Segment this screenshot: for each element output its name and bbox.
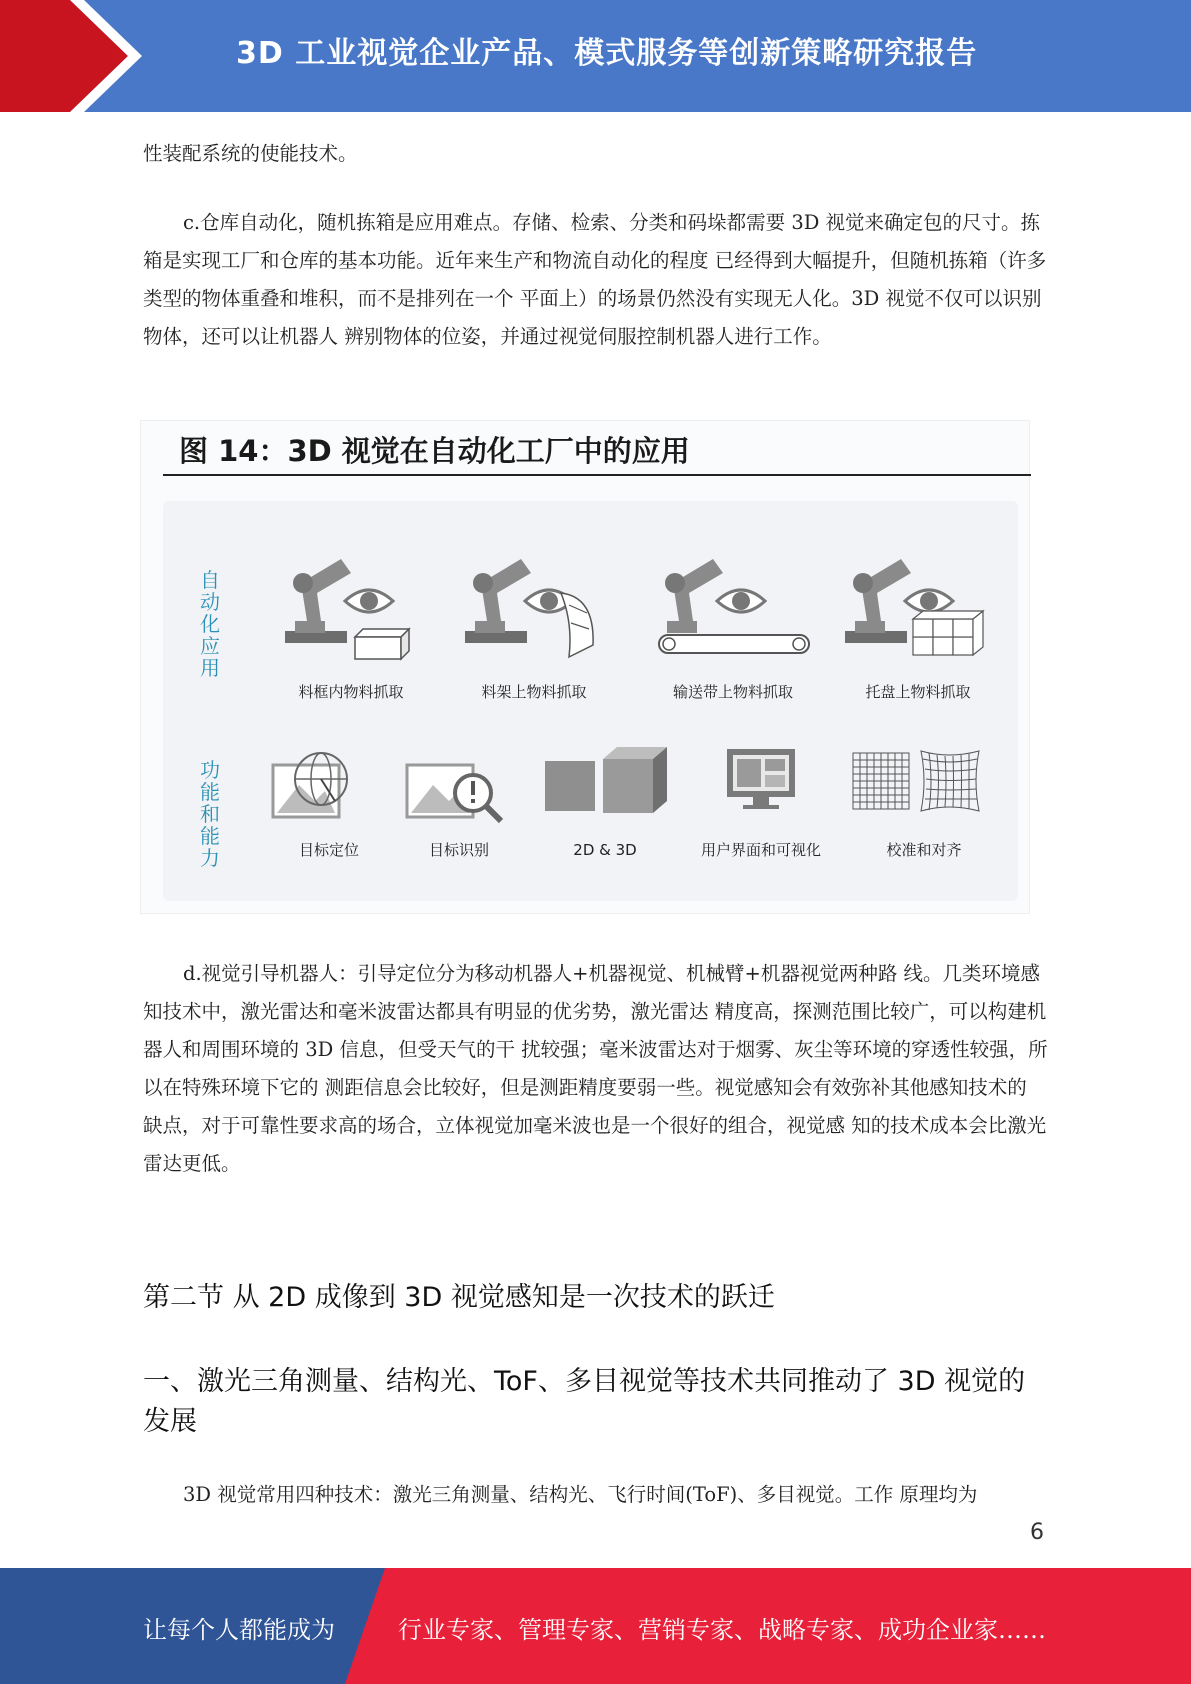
app-label-pallet-picking: 托盘上物料抓取 [865, 683, 971, 701]
header-title: 3D 工业视觉企业产品、模式服务等创新策略研究报告 [236, 36, 978, 71]
footer-banner [0, 1568, 1191, 1684]
row-label-automation: 自动化应用 [200, 568, 220, 680]
capability-label-2d3d: 2D & 3D [573, 841, 637, 859]
app-label-conveyor-picking: 输送带上物料抓取 [672, 683, 793, 701]
figure-14 [140, 420, 1030, 914]
page-number: 6 [1030, 1520, 1044, 1545]
robot-arm-eye-conveyor-icon [653, 553, 813, 663]
robot-arm-eye-rack-icon [461, 553, 601, 663]
capability-label-ui: 用户界面和可视化 [700, 841, 821, 859]
paragraph-c: c.仓库自动化，随机拣箱是应用难点。存储、检索、分类和码垛都需要 3D 视觉来确定包的尺寸。拣箱是实现工厂和仓库的基本功能。近年来生产和物流自动化的程度 已经得到大幅提升，但随机拣箱（许多类型的物体重叠和堆积，而不是排列在一个 平面上）的场景仍然没有实现无人化。3D 视觉不仅可以识别物体，还可以让机器人 辨别物体的位姿，并通过视觉伺服控制机器人进行工作。 [143, 211, 1047, 348]
2d-3d-cube-icon [541, 741, 671, 821]
subsection-title: 一、激光三角测量、结构光、ToF、多目视觉等技术共同推动了 3D 视觉的发展 [143, 1366, 1026, 1437]
figure-title: 图 14：3D 视觉在自动化工厂中的应用 [179, 434, 690, 468]
row-label-capabilities: 功能和能力 [200, 758, 220, 870]
capability-label-calibration: 校准和对齐 [886, 841, 962, 859]
header-banner [0, 0, 1191, 112]
figure-title-rule [163, 474, 1031, 476]
paragraph-last: 3D 视觉常用四种技术：激光三角测量、结构光、飞行时间(ToF)、多目视觉。工作 原理均为 [183, 1483, 978, 1506]
app-label-rack-picking: 料架上物料抓取 [481, 683, 587, 701]
section-title: 第二节 从 2D 成像到 3D 视觉感知是一次技术的跃迁 [143, 1282, 775, 1313]
footer-slogan-left: 让每个人都能成为 [143, 1616, 335, 1644]
robot-arm-eye-pallet-icon [841, 553, 1001, 663]
robot-arm-eye-box-icon [281, 553, 421, 663]
paragraph-d: d.视觉引导机器人：引导定位分为移动机器人+机器视觉、机械臂+机器视觉两种路 线。几类环境感知技术中，激光雷达和毫米波雷达都具有明显的优劣势，激光雷达 精度高，探测范围比较广，可以构建机器人和周围环境的 3D 信息，但受天气的干 扰较强；毫米波雷达对于烟雾、灰尘等环境的穿透性较强，所以在特殊环境下它的 测距信息会比较好，但是测距精度要弱一些。视觉感知会有效弥补其他感知技术的 缺点，对于可靠性要求高的场合，立体视觉加毫米波也是一个很好的组合，视觉感 知的技术成本会比激光雷达更低。 [143, 962, 1048, 1175]
header-arrow-icon [0, 0, 160, 112]
target-identify-magnifier-icon [403, 743, 513, 833]
app-label-bin-picking: 料框内物料抓取 [298, 683, 404, 701]
footer-slogan-right: 行业专家、管理专家、营销专家、战略专家、成功企业家…… [398, 1616, 1046, 1644]
target-locate-globe-icon [269, 741, 369, 831]
monitor-ui-icon [721, 743, 801, 823]
paragraph-continuation: 性装配系统的使能技术。 [143, 142, 358, 165]
capability-label-locate: 目标定位 [298, 841, 359, 859]
capability-label-identify: 目标识别 [428, 841, 489, 859]
calibration-grid-icon [849, 747, 989, 817]
